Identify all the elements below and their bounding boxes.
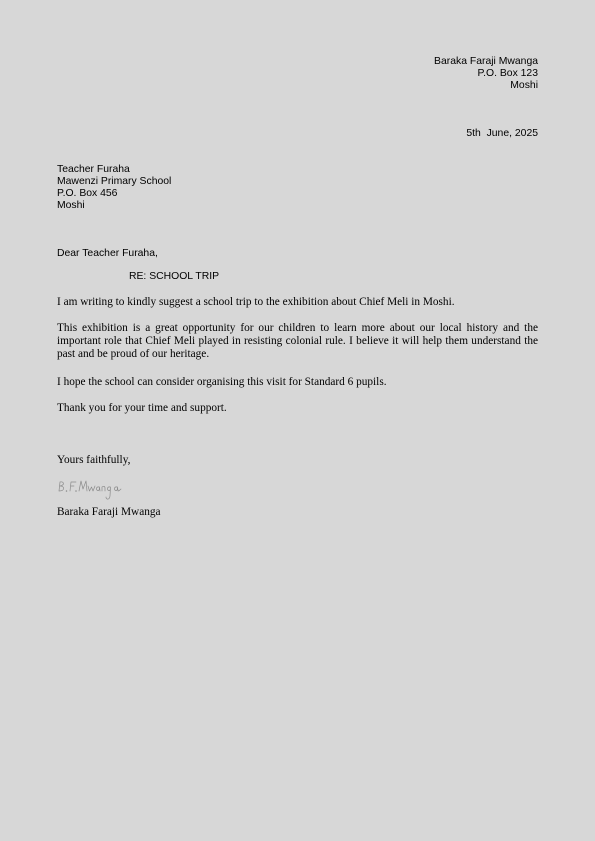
body-paragraph-1: I am writing to kindly suggest a school trip to the exhibition about Chief Meli in Moshi. [57, 296, 455, 308]
sender-town: Moshi [510, 80, 538, 91]
body-paragraph-4: Thank you for your time and support. [57, 402, 227, 414]
recipient-town: Moshi [57, 200, 85, 211]
closing: Yours faithfully, [57, 454, 131, 466]
sender-address [434, 56, 538, 92]
recipient-po-box: P.O. Box 456 [57, 188, 118, 199]
letter-date: 5th June, 2025 [466, 128, 538, 139]
body-paragraph-2: This exhibition is a great opportunity for our children to learn more about our local history and the important role that Chief Meli played in resisting colonial rule. I believe it will help them understand the past and be proud of our heritage. [57, 322, 538, 360]
sender-po-box: P.O. Box 123 [477, 68, 538, 79]
body-paragraph-3: I hope the school can consider organising this visit for Standard 6 pupils. [57, 376, 387, 388]
sender-name: Baraka Faraji Mwanga [434, 56, 538, 67]
signer-name: Baraka Faraji Mwanga [57, 506, 161, 518]
recipient-name: Teacher Furaha [57, 164, 130, 175]
recipient-school: Mawenzi Primary School [57, 176, 172, 187]
recipient-address [57, 164, 171, 212]
salutation: Dear Teacher Furaha, [57, 248, 158, 259]
subject-line: RE: SCHOOL TRIP [129, 271, 220, 282]
handwritten-signature [56, 476, 128, 508]
